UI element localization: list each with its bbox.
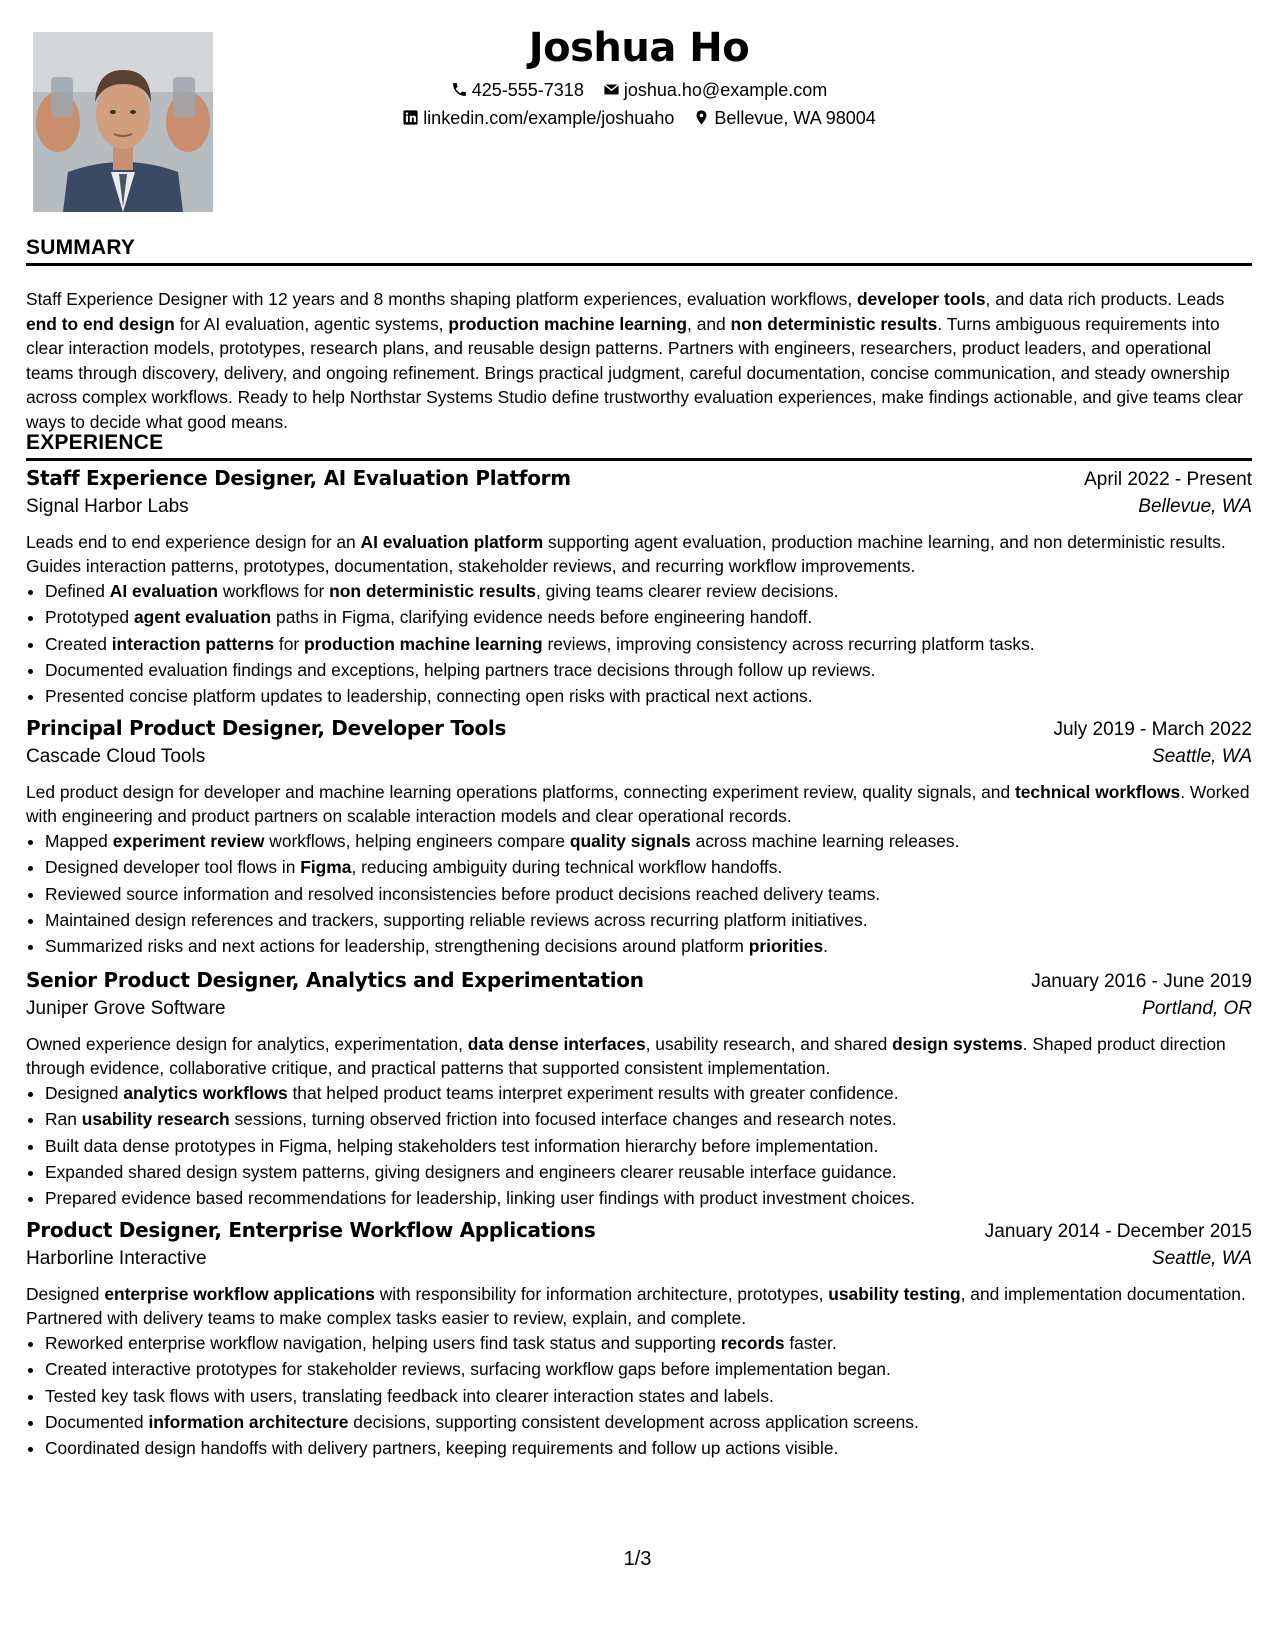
location-text: Bellevue, WA 98004	[714, 108, 876, 128]
company-name: Juniper Grove Software	[26, 998, 226, 1019]
emphasis-text: usability research	[81, 1109, 230, 1130]
emphasis-text: end to end design	[26, 313, 175, 334]
contact-line-2	[26, 106, 1252, 130]
job-bullets	[26, 828, 1252, 959]
resume-header	[26, 22, 1252, 130]
text-run: Ran	[45, 1109, 82, 1130]
bullet-item	[45, 683, 1252, 709]
linkedin-contact[interactable]	[402, 106, 674, 130]
experience-heading: EXPERIENCE	[26, 430, 1252, 461]
phone-contact	[451, 78, 584, 102]
text-run: Presented concise platform updates to leadership, connecting open risks with practical next actions.	[45, 686, 813, 707]
job-title: Senior Product Designer, Analytics and Experimentation	[26, 968, 644, 992]
text-run: Designed	[45, 1083, 124, 1103]
company-name: Cascade Cloud Tools	[26, 746, 206, 767]
emphasis-text: AI evaluation platform	[360, 532, 544, 552]
text-run: , and implementation documentation. Partnered with delivery teams to make complex tasks easier to review, explain, and complete.	[26, 1284, 1246, 1328]
job-header-row	[26, 716, 1252, 746]
text-run: Prepared evidence based recommendations for leadership, linking user findings with product investment choices.	[45, 1188, 916, 1209]
job-description	[26, 1282, 1252, 1330]
summary-text	[26, 287, 1252, 434]
job-bullets	[26, 1080, 1252, 1211]
job-dates: January 2016 - June 2019	[1031, 971, 1252, 992]
emphasis-text: priorities	[748, 936, 824, 957]
job-entry	[26, 716, 1252, 959]
job-entry	[26, 466, 1252, 709]
emphasis-text: developer tools	[857, 289, 986, 309]
emphasis-text: production machine learning	[304, 633, 543, 654]
job-company-row	[26, 998, 1252, 1030]
page-number: 1/3	[623, 1548, 652, 1570]
job-location: Portland, OR	[1142, 998, 1252, 1019]
emphasis-text: quality signals	[569, 831, 691, 851]
job-description	[26, 1032, 1252, 1080]
job-dates: July 2019 - March 2022	[1053, 719, 1252, 740]
bullet-item	[45, 1383, 1252, 1409]
text-run: Staff Experience Designer with 12 years and 8 months shaping platform experiences, evaluation workflows,	[26, 289, 858, 309]
job-title: Product Designer, Enterprise Workflow Applications	[26, 1218, 596, 1242]
text-run: Summarized risks and next actions for leadership, strengthening decisions around platform	[45, 936, 749, 957]
bullet-item	[45, 1356, 1252, 1382]
bullet-item	[45, 631, 1252, 657]
text-run: , usability research, and shared	[645, 1034, 893, 1054]
text-run: Built data dense prototypes in Figma, helping stakeholders test information hierarchy before implementation.	[45, 1135, 879, 1156]
text-run: Owned experience design for analytics, experimentation,	[26, 1034, 468, 1054]
text-run: Mapped	[45, 831, 113, 851]
bullet-item	[45, 657, 1252, 683]
text-run: Tested key task flows with users, translating feedback into clearer interaction states and labels.	[45, 1385, 774, 1406]
job-dates: January 2014 - December 2015	[984, 1221, 1252, 1242]
job-entry	[26, 968, 1252, 1211]
emphasis-text: usability testing	[828, 1284, 961, 1304]
text-run: paths in Figma, clarifying evidence needs before engineering handoff.	[271, 607, 813, 628]
text-run: Defined	[45, 581, 110, 601]
emphasis-text: Figma	[300, 857, 352, 878]
job-header-row	[26, 968, 1252, 998]
text-run: supporting agent evaluation, production machine learning, and non deterministic results. Guides interaction patterns, prototypes, documentation, stakeholder reviews, and recurring workflow improvements.	[26, 532, 1226, 576]
job-title: Principal Product Designer, Developer Tools	[26, 716, 507, 740]
text-run: Created	[45, 633, 112, 654]
job-header-row	[26, 466, 1252, 496]
emphasis-text: non deterministic results	[730, 313, 938, 334]
text-run: , and	[687, 313, 731, 334]
text-run: Designed	[26, 1284, 105, 1304]
text-run: for	[274, 633, 305, 654]
job-description	[26, 530, 1252, 578]
bullet-item	[45, 1159, 1252, 1185]
emphasis-text: AI evaluation	[109, 581, 219, 601]
bullet-item	[45, 604, 1252, 630]
emphasis-text: technical workflows	[1014, 782, 1181, 802]
email-contact[interactable]	[603, 78, 827, 102]
linkedin-icon	[402, 109, 419, 126]
email-text[interactable]: joshua.ho@example.com	[623, 80, 828, 100]
text-run: reviews, improving consistency across recurring platform tasks.	[542, 633, 1035, 654]
text-run: Maintained design references and trackers, supporting reliable reviews across recurring platform initiatives.	[45, 909, 868, 930]
text-run: , and data rich products. Leads	[985, 289, 1225, 309]
emphasis-text: enterprise workflow applications	[104, 1284, 375, 1304]
job-location: Seattle, WA	[1152, 1248, 1252, 1269]
emphasis-text: information architecture	[148, 1411, 349, 1432]
bullet-item	[45, 1435, 1252, 1461]
job-company-row	[26, 496, 1252, 528]
emphasis-text: design systems	[892, 1034, 1023, 1054]
bullet-item	[45, 1080, 1252, 1106]
emphasis-text: analytics workflows	[123, 1083, 288, 1103]
text-run: workflows for	[218, 581, 330, 601]
emphasis-text: data dense interfaces	[467, 1034, 646, 1054]
job-dates: April 2022 - Present	[1084, 469, 1252, 490]
text-run: faster.	[784, 1333, 837, 1353]
bullet-item	[45, 1185, 1252, 1211]
contact-line-1	[26, 78, 1252, 102]
emphasis-text: non deterministic results	[329, 581, 536, 601]
envelope-icon	[603, 81, 620, 98]
bullet-item	[45, 1409, 1252, 1435]
bullet-item	[45, 907, 1252, 933]
job-company-row	[26, 1248, 1252, 1280]
bullet-item	[45, 933, 1252, 959]
job-header-row	[26, 1218, 1252, 1248]
company-name: Harborline Interactive	[26, 1248, 207, 1269]
emphasis-text: production machine learning	[448, 313, 688, 334]
text-run: . Worked with engineering and product partners on scalable interaction models and clear operational records.	[26, 782, 1250, 826]
phone-text: 425-555-7318	[471, 80, 584, 100]
text-run: workflows, helping engineers compare	[264, 831, 570, 851]
job-description	[26, 780, 1252, 828]
job-location: Bellevue, WA	[1138, 496, 1252, 517]
bullet-item	[45, 828, 1252, 854]
job-title: Staff Experience Designer, AI Evaluation Platform	[26, 466, 571, 490]
emphasis-text: records	[720, 1333, 785, 1353]
location-contact	[693, 106, 875, 130]
text-run: Documented	[45, 1411, 149, 1432]
job-bullets	[26, 578, 1252, 709]
linkedin-text[interactable]: linkedin.com/example/joshuaho	[423, 108, 675, 128]
text-run: Prototyped	[45, 607, 134, 628]
job-entry	[26, 1218, 1252, 1461]
text-run: Created interactive prototypes for stakeholder reviews, surfacing workflow gaps before implementation began.	[45, 1359, 891, 1380]
emphasis-text: agent evaluation	[133, 607, 272, 628]
phone-icon	[451, 81, 468, 98]
map-pin-icon	[693, 109, 710, 126]
emphasis-text: experiment review	[112, 831, 265, 851]
job-bullets	[26, 1330, 1252, 1461]
job-location: Seattle, WA	[1152, 746, 1252, 767]
text-run: , reducing ambiguity during technical workflow handoffs.	[351, 857, 783, 878]
text-run: Led product design for developer and machine learning operations platforms, connecting experiment review, quality signals, and	[26, 782, 1015, 802]
text-run: Expanded shared design system patterns, giving designers and engineers clearer reusable interface guidance.	[45, 1161, 897, 1182]
bullet-item	[45, 881, 1252, 907]
text-run: . Turns ambiguous requirements into clear interaction models, prototypes, research plans, and reusable design patterns. Partners with engineers, researchers, product leaders, and operational teams through discovery, delivery, and ongoing refinement. Brings practical judgment, careful documentation, concise communication, and steady ownership across complex workflows. Ready to help Northstar Systems Studio define trustworthy evaluation experiences, make findings actionable, and give teams clear ways to decide what good means.	[26, 313, 1243, 432]
text-run: that helped product teams interpret experiment results with greater confidence.	[287, 1083, 899, 1103]
text-run: , giving teams clearer review decisions.	[535, 581, 839, 601]
text-run: .	[823, 936, 828, 957]
job-company-row	[26, 746, 1252, 778]
bullet-item	[45, 854, 1252, 880]
text-run: Reworked enterprise workflow navigation, helping users find task status and supporting	[45, 1333, 721, 1353]
text-run: Leads end to end experience design for an	[26, 532, 361, 552]
text-run: across machine learning releases.	[690, 831, 960, 851]
bullet-item	[45, 1106, 1252, 1132]
bullet-item	[45, 1330, 1252, 1356]
text-run: with responsibility for information architecture, prototypes,	[374, 1284, 829, 1304]
text-run: Documented evaluation findings and exceptions, helping partners trace decisions through follow up reviews.	[45, 659, 876, 680]
bullet-item	[45, 1133, 1252, 1159]
text-run: Coordinated design handoffs with delivery partners, keeping requirements and follow up actions visible.	[45, 1438, 839, 1459]
text-run: Reviewed source information and resolved inconsistencies before product decisions reached delivery teams.	[45, 883, 881, 904]
text-run: sessions, turning observed friction into focused interface changes and research notes.	[229, 1109, 897, 1130]
bullet-item	[45, 578, 1252, 604]
emphasis-text: interaction patterns	[111, 633, 275, 654]
text-run: for AI evaluation, agentic systems,	[174, 313, 449, 334]
company-name: Signal Harbor Labs	[26, 496, 189, 517]
text-run: decisions, supporting consistent development across application screens.	[348, 1411, 919, 1432]
text-run: Designed developer tool flows in	[45, 857, 301, 878]
summary-heading: SUMMARY	[26, 235, 1252, 266]
text-run: . Shaped product direction through evidence, collaborative critique, and practical patterns that supported consistent implementation.	[26, 1034, 1226, 1078]
candidate-name: Joshua Ho	[528, 25, 750, 71]
